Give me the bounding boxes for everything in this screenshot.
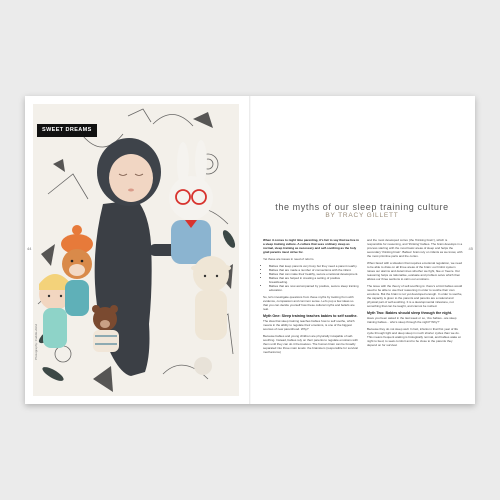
body-paragraph: Because they do not sleep well. In fact, infants in that first year of life cycle through light and deep sleep in much shorter cycles than we do. This means frequent waking is biologically normal, and babies wake at night to feed, to seek comfort and to be close to the parents they depend on for survival.: [367, 327, 461, 347]
body-paragraph: and the most developed cortex (the 'thinking brain'), which is responsible for reasoning, and 'thinking' babies. The brain develops in a process starting with the most basic areas of sleep and helps the secondary 'thinking brain'. Babies' brain rely on infants as we know, with the most primitive parts and the cortex.: [367, 238, 463, 258]
list-item: • Babies that can make their healthy, secure emotional development.: [269, 272, 359, 276]
page-number-right: 45: [468, 246, 473, 251]
page-number-left: 44: [27, 246, 32, 251]
body-paragraph: The issue with the theory of self-soothing is: there's a limit babies would need to be able to use their reasoning in order to soothe their own emotions. But the brain is not yet developed enough. In order to soothe, the capacity is given to the parents and parents are a natural and physical part of self-soothing. It is a developmental milestone, not something that can be taught, and cannot be rushed.: [367, 284, 463, 308]
article-column-1: [263, 238, 359, 357]
article-title: the myths of our sleep training culture: [275, 202, 449, 212]
body-paragraph: Because babies and young children are physically incapable of self-soothing. Instead, babies rely on their parents to regulate emotions with them until they can do it themselves. The human brain can be broadly separated into three main levels: the brainstem (responsible for survival mechanisms): [263, 334, 358, 354]
body-paragraph: When faced with a situation that requires emotional regulation, we need to be able to draw on all three areas of the brain: our limbic system raises our alarms and determines whether we fight, flee or freeze. Our reasoning helps us rationalise, evaluate and problem solve which then allows our three sections to calm our emotions.: [367, 261, 463, 281]
myth-one-heading: Myth One: Sleep training teaches babies to self soothe.: [263, 314, 358, 318]
body-paragraph: Have you been asked in the last week or so, 'Are babies...are sleep training babies... who's sleep through the night? Why?': [367, 316, 457, 324]
magazine-spread: [25, 96, 475, 404]
page-gutter: [249, 96, 251, 404]
feature-photo: [33, 104, 239, 396]
myth-two-heading: Myth Two: Babies should sleep through the night.: [367, 311, 452, 315]
article-byline: BY TRACY GILLETT: [325, 212, 399, 219]
sleeping-baby-with-toys-illustration: [33, 104, 239, 396]
photo-credit: Photography: Cuddle+Kind: [34, 324, 38, 360]
section-tag: SWEET DREAMS: [37, 124, 97, 137]
article-column-2: [367, 238, 463, 350]
list-item: • Babies that are now accompanied by positive, secure sleep training education.: [269, 284, 359, 292]
lead-paragraph: When it comes to night time parenting, it's fair to say that we live in a sleep training culture. A culture that sees ordinary sleep as normal, sleep training as necessary and self-soothing as the holy grail parents must strive for.: [263, 238, 359, 254]
list-item: • Babies that are made a number of connections with the infant.: [269, 268, 359, 272]
list-item: • Babies that are helped in creating a setting of positive breastfeeding.: [269, 276, 359, 284]
body-paragraph: So, let's investigate questions from these myths by looking from with evidence, compassion and common sense. Let's pop a few ideas so that you can decide yourself how these cultural myths and beliefs are real.: [263, 295, 355, 311]
intro-paragraph: Yet these are issues in need of reform.: [263, 257, 315, 261]
body-paragraph: The idea that sleep training teaches babies how to self soothe, which means in the ability to regulate their emotions, is one of the biggest sources of new parenthood. Why?: [263, 319, 355, 331]
bullet-list: [263, 264, 359, 292]
list-item: • Babies that keep parents very busy but they need a parent nearby.: [269, 264, 359, 268]
